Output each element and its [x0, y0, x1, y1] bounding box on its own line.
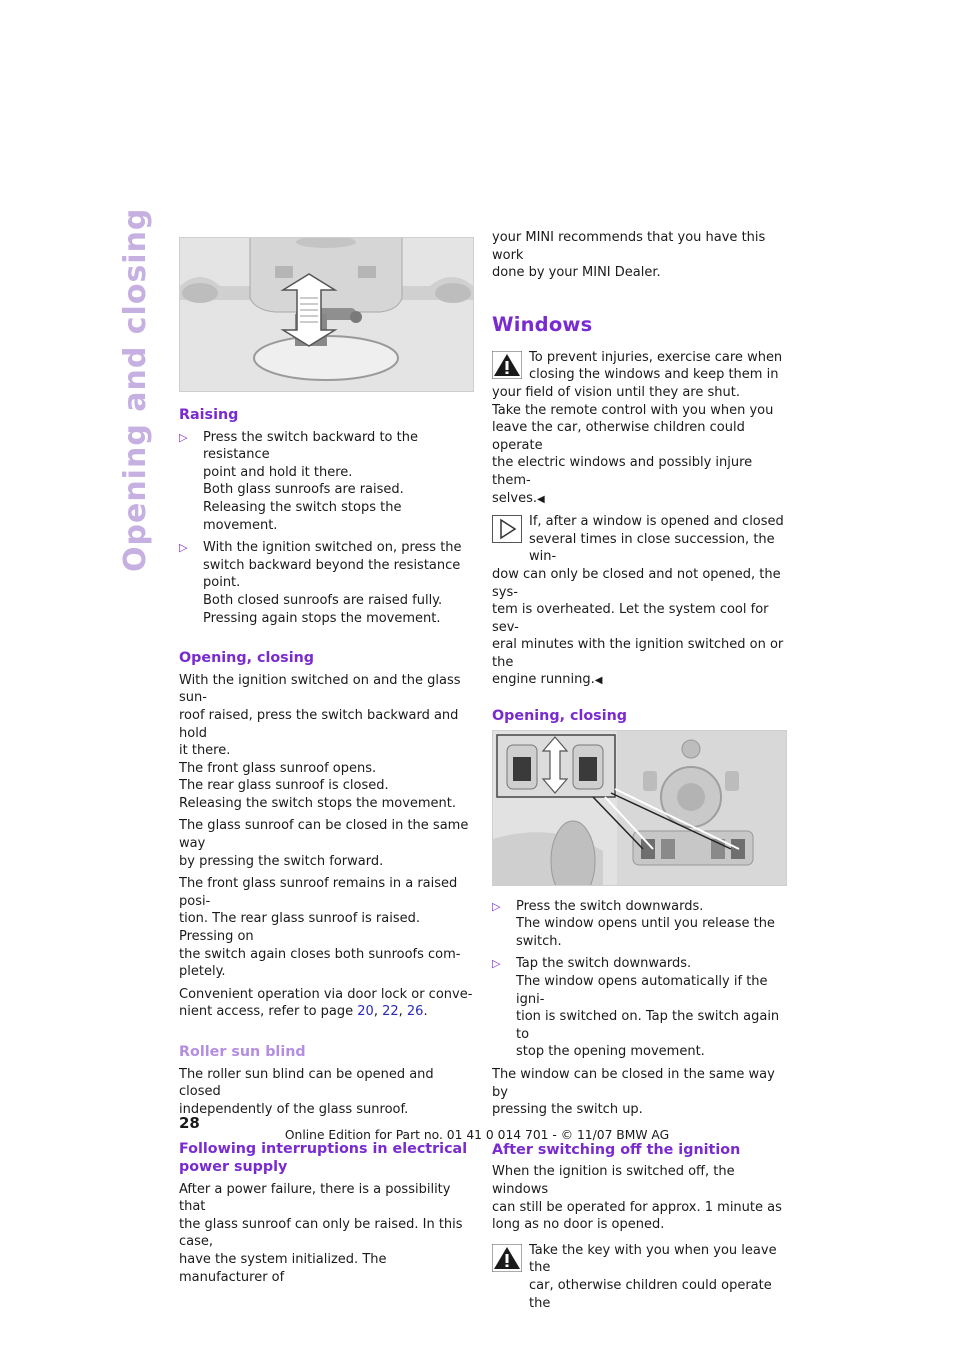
- note-triangle-icon: [492, 515, 522, 543]
- separator: ,: [398, 1004, 407, 1020]
- text-line: Take the key with you when you leave the: [529, 1242, 777, 1276]
- bullet-triangle-icon: ▷: [179, 430, 188, 444]
- after-ignition-heading: After switching off the ignition: [492, 1141, 741, 1158]
- text-line: The front glass sunroof remains in a raised posi-: [179, 876, 458, 909]
- text-line: If, after a window is opened and closed: [529, 514, 784, 530]
- text-line: car, otherwise children could operate the: [529, 1277, 772, 1311]
- list-item: [492, 955, 792, 1061]
- bullet-triangle-icon: ▷: [492, 899, 501, 913]
- text-line: tion is switched on. Tap the switch again to: [516, 1009, 780, 1042]
- interruptions-heading: [179, 1141, 475, 1176]
- text-line: done by your MINI Dealer.: [492, 265, 661, 281]
- page-link-22[interactable]: 22: [382, 1004, 399, 1020]
- text-line: pressing the switch up.: [492, 1102, 643, 1118]
- text-line: Convenient operation via door lock or conve-: [179, 986, 473, 1002]
- text-line: Releasing the switch stops the movement.: [203, 499, 402, 533]
- list-item: [179, 429, 475, 535]
- text-line: Take the remote control with you when you: [492, 402, 774, 418]
- text-line: closing the windows and keep them in: [529, 367, 779, 383]
- bullet-triangle-icon: ▷: [179, 541, 188, 555]
- text-line: eral minutes with the ignition switched on or the: [492, 637, 784, 670]
- paragraph: [179, 672, 475, 813]
- side-chapter-title: [118, 207, 154, 572]
- text-line: tion. The rear glass sunroof is raised. Pressing on: [179, 911, 421, 945]
- text-line: The window can be closed in the same way by: [492, 1067, 775, 1100]
- text-line: The glass sunroof can be closed in the same way: [179, 818, 469, 852]
- page-number: 28: [179, 1114, 200, 1132]
- text-line: To prevent injuries, exercise care when: [529, 349, 783, 365]
- text-line: Tap the switch downwards.: [516, 956, 692, 972]
- paragraph: [179, 875, 475, 981]
- paragraph: [492, 229, 792, 282]
- window-switch-figure: [492, 730, 787, 886]
- text-line: have the system initialized. The manufacturer of: [179, 1251, 387, 1285]
- text-line: the electric windows and possibly injure them-: [492, 455, 753, 488]
- roller-sun-blind-heading: Roller sun blind: [179, 1044, 306, 1060]
- text-line: can still be operated for approx. 1 minute as: [492, 1199, 782, 1215]
- text-line: The roller sun blind can be opened and closed: [179, 1066, 434, 1100]
- windows-opening-closing-heading: Opening, closing: [492, 708, 628, 725]
- text-line: The window opens until you release the: [516, 916, 775, 932]
- list-item: [492, 898, 792, 951]
- text-line: nient access, refer to page: [179, 1004, 358, 1020]
- list-item: [179, 539, 475, 627]
- warning-block: [492, 349, 792, 508]
- heading-line: Following interruptions in electrical: [179, 1141, 468, 1158]
- heading-line: power supply: [179, 1158, 288, 1175]
- text-line: point.: [203, 575, 241, 591]
- text-line: The front glass sunroof opens.: [179, 760, 377, 776]
- text-line: your field of vision until they are shut.: [492, 384, 740, 400]
- period: .: [423, 1004, 428, 1020]
- sunroof-switch-figure: [179, 237, 474, 392]
- text-line: Both glass sunroofs are raised.: [203, 482, 404, 498]
- right-column: [492, 229, 792, 1312]
- text-line: Releasing the switch stops the movement.: [179, 795, 457, 811]
- text-line: independently of the glass sunroof.: [179, 1101, 409, 1117]
- warning-triangle-icon: [492, 351, 522, 379]
- text-line: by pressing the switch forward.: [179, 853, 384, 869]
- text-line: tem is overheated. Let the system cool for sev-: [492, 602, 769, 635]
- text-line: With the ignition switched on, press the: [203, 540, 462, 556]
- text-line: point and hold it there.: [203, 464, 353, 480]
- text-line: With the ignition switched on and the glass sun-: [179, 672, 461, 706]
- text-line: Press the switch backward to the resistance: [203, 429, 418, 463]
- text-line: After a power failure, there is a possibility that: [179, 1181, 451, 1215]
- separator: ,: [373, 1004, 383, 1020]
- bullet-triangle-icon: ▷: [492, 957, 501, 971]
- text-line: your MINI recommends that you have this work: [492, 230, 766, 263]
- text-line: the glass sunroof can only be raised. In this case,: [179, 1216, 463, 1250]
- end-mark-icon: ◀: [536, 493, 545, 505]
- note-block: [492, 513, 792, 690]
- text-line: it there.: [179, 743, 231, 759]
- warning-triangle-icon: [492, 1244, 522, 1272]
- text-line: stop the opening movement.: [516, 1044, 705, 1060]
- text-line: The window opens automatically if the igni-: [516, 974, 768, 1007]
- paragraph: [179, 986, 475, 1021]
- side-chapter-title-text: Opening and closing: [118, 207, 153, 572]
- text-line: When the ignition is switched off, the windows: [492, 1164, 735, 1197]
- text-line: engine running.: [492, 672, 595, 688]
- text-line: Press the switch downwards.: [516, 898, 704, 914]
- paragraph: [492, 1163, 792, 1233]
- warning-block: [492, 1242, 792, 1312]
- paragraph: [492, 1066, 792, 1119]
- text-line: long as no door is opened.: [492, 1217, 665, 1233]
- text-line: switch.: [516, 933, 562, 949]
- text-line: The rear glass sunroof is closed.: [179, 778, 389, 794]
- text-line: Pressing again stops the movement.: [203, 610, 441, 626]
- text-line: switch backward beyond the resistance: [203, 557, 461, 573]
- page-link-26[interactable]: 26: [406, 1004, 424, 1020]
- window-switch-illustration: [493, 731, 786, 885]
- text-line: several times in close succession, the win-: [529, 531, 775, 565]
- opening-closing-heading: Opening, closing: [179, 650, 315, 667]
- text-line: pletely.: [179, 964, 226, 980]
- paragraph: [179, 817, 475, 870]
- text-line: selves.: [492, 490, 537, 506]
- windows-heading: Windows: [492, 312, 593, 336]
- paragraph: [179, 1066, 475, 1119]
- paragraph: [179, 1181, 475, 1287]
- end-mark-icon: ◀: [594, 675, 603, 687]
- text-line: dow can only be closed and not opened, the sys-: [492, 566, 781, 600]
- text-line: the switch again closes both sunroofs com-: [179, 946, 461, 962]
- page-link-20[interactable]: 20: [357, 1004, 374, 1020]
- text-line: Both closed sunroofs are raised fully.: [203, 592, 443, 608]
- text-line: roof raised, press the switch backward and hold: [179, 707, 459, 741]
- text-line: leave the car, otherwise children could operate: [492, 420, 745, 453]
- footer-edition-note: Online Edition for Part no. 01 41 0 014 701 - © 11/07 BMW AG: [284, 1128, 670, 1142]
- sunroof-switch-illustration: [180, 238, 473, 391]
- raising-heading: Raising: [179, 407, 239, 423]
